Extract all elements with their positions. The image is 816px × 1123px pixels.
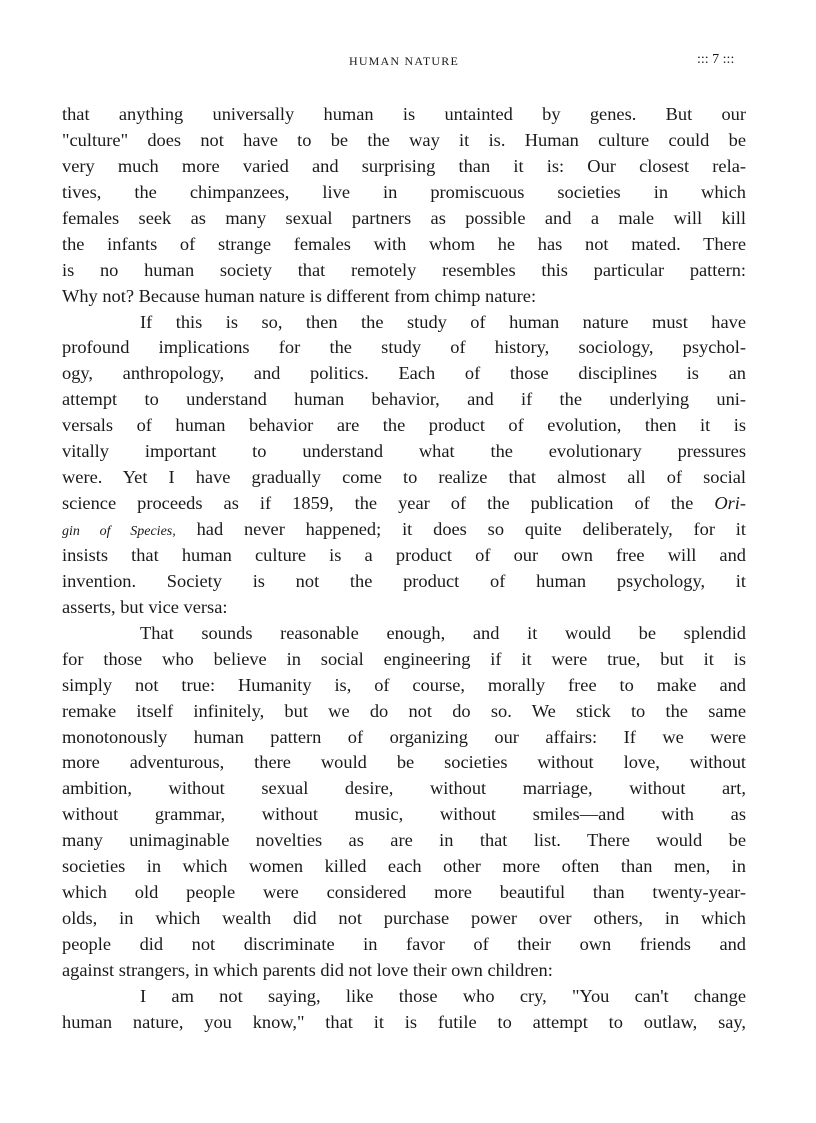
text-line: the infants of strange females with whom he has not mated. There bbox=[62, 233, 746, 254]
text-line: olds, in which wealth did not purchase power over others, in which bbox=[62, 908, 746, 929]
text-segment: had never happened; it does so quite deliberately, for it bbox=[196, 519, 747, 539]
text-line: "culture" does not have to be the way it is. Human culture could be bbox=[62, 129, 746, 150]
text-line: versals of human behavior are the product of evolution, then it is bbox=[62, 415, 746, 436]
text-line bbox=[62, 517, 746, 543]
text-line: insists that human culture is a product of our own free will and bbox=[62, 544, 746, 565]
page-number: ::: 7 ::: bbox=[697, 52, 735, 67]
text-line: against strangers, in which parents did not love their own children: bbox=[62, 959, 553, 980]
text-line: asserts, but vice versa: bbox=[62, 596, 228, 617]
book-title-italic: gin of Species, bbox=[62, 524, 176, 539]
text-line: for those who believe in social engineering if it were true, but it is bbox=[62, 648, 746, 669]
running-head bbox=[0, 52, 816, 72]
text-line: attempt to understand human behavior, and if the underlying uni- bbox=[62, 389, 746, 410]
text-line: remake itself infinitely, but we do not do so. We stick to the same bbox=[62, 700, 746, 721]
text-line: females seek as many sexual partners as possible and a male will kill bbox=[62, 207, 746, 228]
text-line: invention. Society is not the product of human psychology, it bbox=[62, 570, 746, 591]
text-line bbox=[62, 491, 746, 517]
text-line: profound implications for the study of history, sociology, psychol- bbox=[62, 337, 746, 358]
running-title: HUMAN NATURE bbox=[348, 54, 460, 68]
text-line: vitally important to understand what the evolutionary pressures bbox=[62, 441, 746, 462]
text-line: simply not true: Humanity is, of course, morally free to make and bbox=[62, 674, 746, 695]
text-line: Why not? Because human nature is different from chimp nature: bbox=[62, 285, 537, 306]
text-line: ambition, without sexual desire, without marriage, without art, bbox=[62, 778, 746, 799]
text-line: very much more varied and surprising than it is: Our closest rela- bbox=[62, 155, 746, 176]
text-line: people did not discriminate in favor of their own friends and bbox=[62, 934, 746, 954]
text-line: were. Yet I have gradually come to realize that almost all of social bbox=[62, 467, 746, 488]
book-title-italic: Ori- bbox=[714, 493, 746, 514]
text-line: many unimaginable novelties as are in that list. There would be bbox=[62, 830, 746, 851]
text-line: which old people were considered more beautiful than twenty-year- bbox=[62, 882, 746, 903]
paragraph-first-line: That sounds reasonable enough, and it would be splendid bbox=[140, 622, 746, 643]
text-line: tives, the chimpanzees, live in promiscuous societies in which bbox=[62, 181, 746, 202]
text-line: ogy, anthropology, and politics. Each of those disciplines is an bbox=[62, 363, 746, 384]
text-line: more adventurous, there would be societies without love, without bbox=[62, 752, 746, 773]
text-line: societies in which women killed each other more often than men, in bbox=[62, 856, 746, 877]
paragraph-first-line: If this is so, then the study of human nature must have bbox=[140, 311, 746, 332]
text-line: human nature, you know," that it is futile to attempt to outlaw, say, bbox=[62, 1011, 746, 1032]
text-line: is no human society that remotely resembles this particular pattern: bbox=[62, 259, 746, 280]
text-line: that anything universally human is untainted by genes. But our bbox=[62, 104, 746, 124]
text-line: monotonously human pattern of organizing our affairs: If we were bbox=[62, 726, 746, 747]
text-segment: science proceeds as if 1859, the year of the publication of the bbox=[62, 493, 694, 514]
text-line: without grammar, without music, without smiles—and with as bbox=[62, 804, 746, 825]
paragraph-first-line: I am not saying, like those who cry, "You can't change bbox=[140, 985, 746, 1006]
body-text bbox=[62, 102, 746, 1036]
